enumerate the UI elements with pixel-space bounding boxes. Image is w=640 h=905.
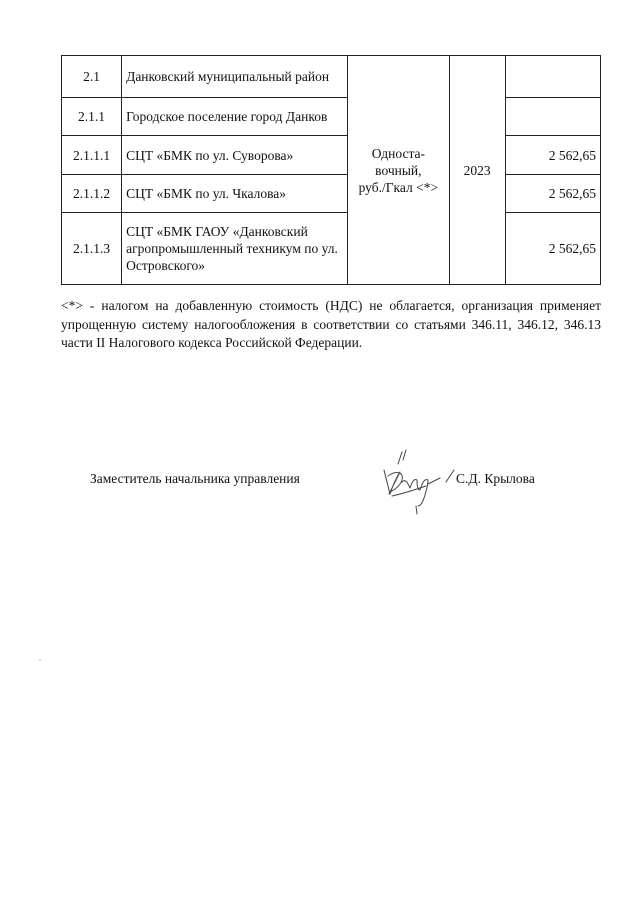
table-row <box>62 56 601 98</box>
row-value <box>505 98 600 136</box>
row-number: 2.1.1.3 <box>62 213 122 285</box>
table-row <box>62 175 601 213</box>
row-value: 2 562,65 <box>505 175 600 213</box>
row-name: Данковский муниципальный район <box>122 56 348 98</box>
table-row <box>62 213 601 285</box>
table-row <box>62 98 601 136</box>
unit-cell: Односта- вочный, руб./Гкал <*> <box>348 56 450 285</box>
row-name: СЦТ «БМК по ул. Суворова» <box>122 136 348 175</box>
row-number: 2.1.1.2 <box>62 175 122 213</box>
year-cell: 2023 <box>449 56 505 285</box>
row-value: 2 562,65 <box>505 213 600 285</box>
row-value <box>505 56 600 98</box>
row-name: Городское поселение город Данков <box>122 98 348 136</box>
signatory-position: Заместитель начальника управления <box>90 471 300 486</box>
row-name: СЦТ «БМК по ул. Чкалова» <box>122 175 348 213</box>
tariff-table <box>61 55 601 285</box>
signatory-name: С.Д. Крылова <box>456 471 535 486</box>
row-name: СЦТ «БМК ГАОУ «Данковский агропромышленный техникум по ул. Островского» <box>122 213 348 285</box>
footnote: <*> - налогом на добавленную стоимость (НДС) не облагается, организация применяет упрощенную систему налогообложения в соответствии со статьями 346.11, 346.12, 346.13 части II Налогового кодекса Российской Федерации. <box>61 298 601 350</box>
row-number: 2.1.1.1 <box>62 136 122 175</box>
row-number: 2.1 <box>62 56 122 98</box>
row-number: 2.1.1 <box>62 98 122 136</box>
table-row <box>62 136 601 175</box>
scan-speck <box>39 659 41 661</box>
handwritten-signature <box>362 440 462 520</box>
row-value: 2 562,65 <box>505 136 600 175</box>
